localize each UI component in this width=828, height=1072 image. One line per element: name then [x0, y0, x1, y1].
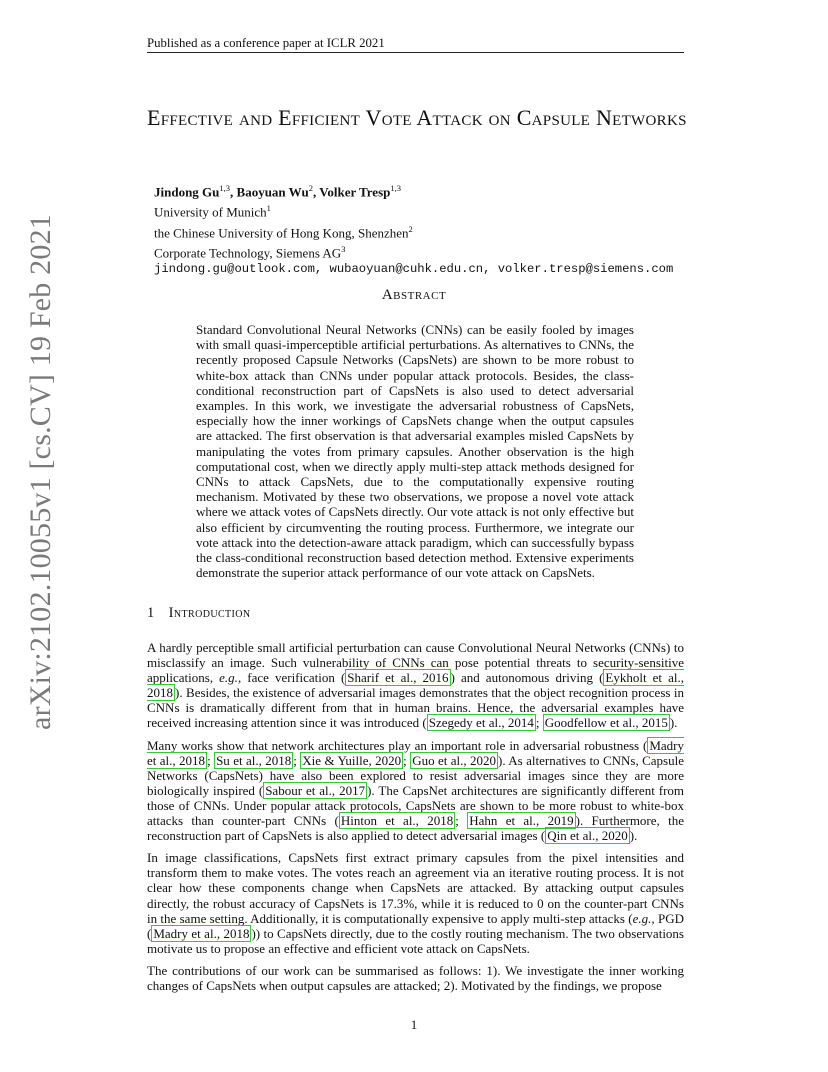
citation-link[interactable]: Xie & Yuille, 2020 — [302, 752, 402, 768]
section-title: Introduction — [168, 605, 251, 621]
section-heading-introduction — [147, 605, 251, 622]
affiliation-2: the Chinese University of Hong Kong, Shenzhen$^2$ — [154, 223, 413, 240]
running-header: Published as a conference paper at ICLR 2021 — [147, 36, 385, 50]
header-rule — [147, 52, 684, 53]
abstract-text: Standard Convolutional Neural Networks (CNNs) can be easily fooled by images with small quasi-imperceptible artificial perturbations. As alternatives to CNNs, the recently proposed Capsule Networks (CapsNets) are shown to be more robust to white-box attack than CNNs under popular attack protocols. Besides, the class-conditional reconstruction part of CapsNets is also used to detect adversarial examples. In this work, we investigate the adversarial robustness of CapsNets, especially how the inner workings of CapsNets change when the output capsules are attacked. The first observation is that adversarial examples misled CapsNets by manipulating the votes from primary capsules. Another observation is the high computational cost, when we directly apply multi-step attack methods designed for CNNs to attack CapsNets, due to the computationally expensive routing mechanism. Motivated by these two observations, we propose a novel vote attack where we attack votes of CapsNets directly. Our vote attack is not only effective but also efficient by circumventing the routing process. Furthermore, we integrate our vote attack into the detection-aware attack paradigm, which can successfully bypass the class-conditional reconstruction based detection method. Extensive experiments demonstrate the superior attack performance of our vote attack on CapsNets. — [196, 322, 634, 581]
author-2-sup: 2 — [308, 183, 313, 193]
arxiv-identifier[interactable]: arXiv:2102.10055v1 [cs.CV] 19 Feb 2021 — [24, 214, 57, 730]
citation-link[interactable]: Su et al., 2018 — [216, 752, 292, 768]
citation-link[interactable]: Madry et al., 2018 — [147, 737, 684, 768]
paragraph-3: In image classifications, CapsNets first extract primary capsules from the pixel intensities and transform them to make votes. The votes reach an agreement via an iterative routing process. It is not clear how these components change when CapsNets are attacked. By attacking output capsules directly, the robust accuracy of CapsNets is 17.3%, while it is reduced to 0 on the counter-part CNNs in the same setting. Additionally, it is computationally expensive to apply multi-step attacks (e.g., PGD ( Madry et al., 2018 )) to CapsNets directly, due to the costly routing mechanism. The two observations motivate us to propose an effective and efficient vote attack on CapsNets. — [147, 850, 684, 956]
introduction-body — [147, 640, 684, 1000]
paragraph-1: A hardly perceptible small artificial perturbation can cause Convolutional Neural Networks (CNNs) to misclassify an image. Such vulnerability of CNNs can pose potential threats to security-sensitive applications, e.g., face verification ( Sharif et al., 2016 ) and autonomous driving ( Eykholt et al., 2018 ). Besides, the existence of adversarial images demonstrates that the object recognition process in CNNs is dramatically different from that in human brains. Hence, the adversarial examples have received increasing attention since it was introduced ( Szegedy et al., 2014 ; Goodfellow et al., 2015 ). — [147, 640, 684, 731]
affiliation-3: Corporate Technology, Siemens $AG^3$ — [154, 243, 346, 261]
citation-link[interactable]: Goodfellow et al., 2015 — [544, 715, 668, 731]
citation-link[interactable]: Sabour et al., 2017 — [265, 782, 366, 798]
section-number: 1 — [147, 605, 155, 621]
citation-link[interactable]: Hinton et al., 2018 — [340, 813, 454, 829]
author-block — [154, 180, 734, 277]
citation-link[interactable]: Guo et al., 2020 — [412, 752, 497, 768]
citation-link[interactable]: Madry et al., 2018 — [153, 925, 250, 941]
citation-link[interactable]: Sharif et al., 2016 — [347, 670, 449, 686]
paragraph-2: Many works show that network architectures play an important role in adversarial robustness ( Madry et al., 2018 ; Su et al., 2018 ; Xie & Yuille, 2020 ; Guo et al., 2020 ). As alternatives to CNNs, Capsule Networks (CapsNets) have also been explored to resist adversarial images since they are more biologically inspired ( Sabour et al., 2017 ). The CapsNet architectures are significantly different from those of CNNs. Under popular attack protocols, CapsNets are shown to be more robust to white-box attacks than counter-part CNNs ( Hinton et al., 2018 ; Hahn et al., 2019 ). Furthermore, the reconstruction part of CapsNets is also applied to detect adversarial images ( Qin et al., 2020 ). — [147, 737, 685, 844]
author-2: Baoyuan Wu — [236, 184, 309, 200]
author-emails[interactable]: jindong.gu@outlook.com, wubaoyuan@cuhk.edu.cn, volker.tresp@siemens.com — [154, 262, 674, 277]
paragraph-4: The contributions of our work can be summarised as follows: 1). We investigate the inner working changes of CapsNets when output capsules are attacked; 2). Motivated by the findings, we propose — [147, 962, 684, 993]
citation-link[interactable]: Hahn et al., 2019 — [469, 813, 574, 829]
paper-title: Effective and Efficient Vote Attack on Capsule Networks — [147, 105, 687, 130]
citation-link[interactable]: Eykholt et al., 2018 — [147, 670, 684, 701]
affiliation-1: University of Munich$^1$ — [154, 203, 271, 220]
author-names: Jindong Gu$^{1,3}$, Baoyuan Wu$^2$, Volker Tresp$^{1,3}$ — [154, 183, 401, 200]
author-3: Volker Tresp — [319, 184, 391, 200]
author-1: Jindong Gu — [154, 184, 220, 200]
abstract-heading: Abstract — [381, 287, 447, 303]
author-1-sup: 1,3 — [219, 183, 231, 193]
page-number: 1 — [410, 1017, 418, 1032]
author-3-sup: 1,3 — [390, 183, 401, 193]
citation-link[interactable]: Szegedy et al., 2014 — [428, 715, 534, 731]
citation-link[interactable]: Qin et al., 2020 — [547, 828, 628, 844]
